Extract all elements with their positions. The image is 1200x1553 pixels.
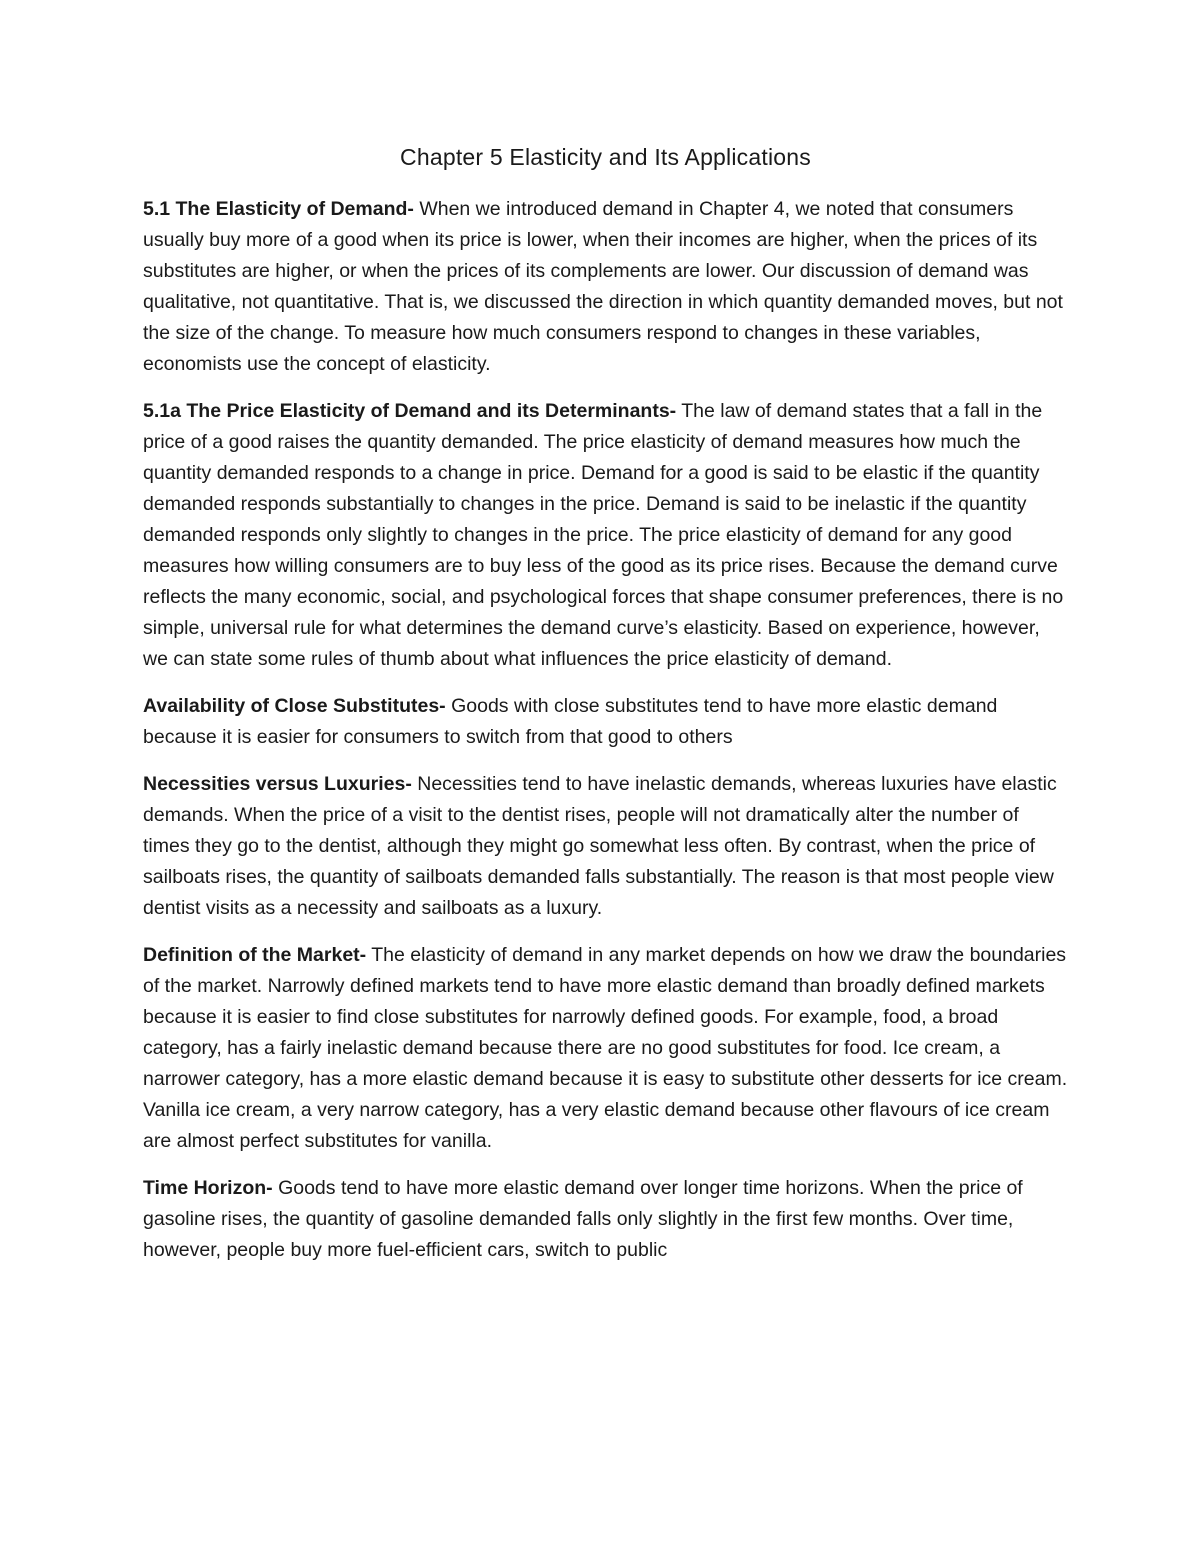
section-body: Goods tend to have more elastic demand over longer time horizons. When the price of gasoline rises, the quantity of gasoline demanded falls only slightly in the first few months. Over time, however, people buy more fuel-efficient cars, switch to public [143,1177,1023,1261]
section-heading: Definition of the Market- [143,944,367,966]
section-price-elasticity-determinants [143,396,1068,675]
section-heading: 5.1 The Elasticity of Demand- [143,198,414,220]
section-heading: Necessities versus Luxuries- [143,773,412,795]
section-body: When we introduced demand in Chapter 4, we noted that consumers usually buy more of a good when its price is lower, when their incomes are higher, when the prices of its substitutes are higher, or when the prices of its complements are lower. Our discussion of demand was qualitative, not quantitative. That is, we discussed the direction in which quantity demanded moves, but not the size of the change. To measure how much consumers respond to changes in these variables, economists use the concept of elasticity. [143,198,1063,375]
section-time-horizon [143,1173,1068,1266]
section-close-substitutes [143,691,1068,753]
section-elasticity-of-demand [143,194,1068,380]
section-definition-of-market [143,940,1068,1157]
section-heading: Time Horizon- [143,1177,273,1199]
document-content [143,140,1068,1282]
section-body: Necessities tend to have inelastic demands, whereas luxuries have elastic demands. When the price of a visit to the dentist rises, people will not dramatically alter the number of times they go to the dentist, although they might go somewhat less often. By contrast, when the price of sailboats rises, the quantity of sailboats demanded falls substantially. The reason is that most people view dentist visits as a necessity and sailboats as a luxury. [143,773,1057,919]
section-body: The law of demand states that a fall in the price of a good raises the quantity demanded. The price elasticity of demand measures how much the quantity demanded responds to a change in price. Demand for a good is said to be elastic if the quantity demanded responds substantially to changes in the price. Demand is said to be inelastic if the quantity demanded responds only slightly to changes in the price. The price elasticity of demand for any good measures how willing consumers are to buy less of the good as its price rises. Because the demand curve reflects the many economic, social, and psychological forces that shape consumer preferences, there is no simple, universal rule for what determines the demand curve’s elasticity. Based on experience, however, we can state some rules of thumb about what influences the price elasticity of demand. [143,400,1064,670]
section-heading: 5.1a The Price Elasticity of Demand and its Determinants- [143,400,677,422]
section-body: The elasticity of demand in any market depends on how we draw the boundaries of the market. Narrowly defined markets tend to have more elastic demand than broadly defined markets because it is easier to find close substitutes for narrowly defined goods. For example, food, a broad category, has a fairly inelastic demand because there are no good substitutes for food. Ice cream, a narrower category, has a more elastic demand because it is easy to substitute other desserts for ice cream. Vanilla ice cream, a very narrow category, has a very elastic demand because other flavours of ice cream are almost perfect substitutes for vanilla. [143,944,1068,1152]
section-heading: Availability of Close Substitutes- [143,695,446,717]
section-necessities-vs-luxuries [143,769,1068,924]
page-title: Chapter 5 Elasticity and Its Applications [400,144,811,170]
section-body: Goods with close substitutes tend to have more elastic demand because it is easier for consumers to switch from that good to others [143,695,998,748]
